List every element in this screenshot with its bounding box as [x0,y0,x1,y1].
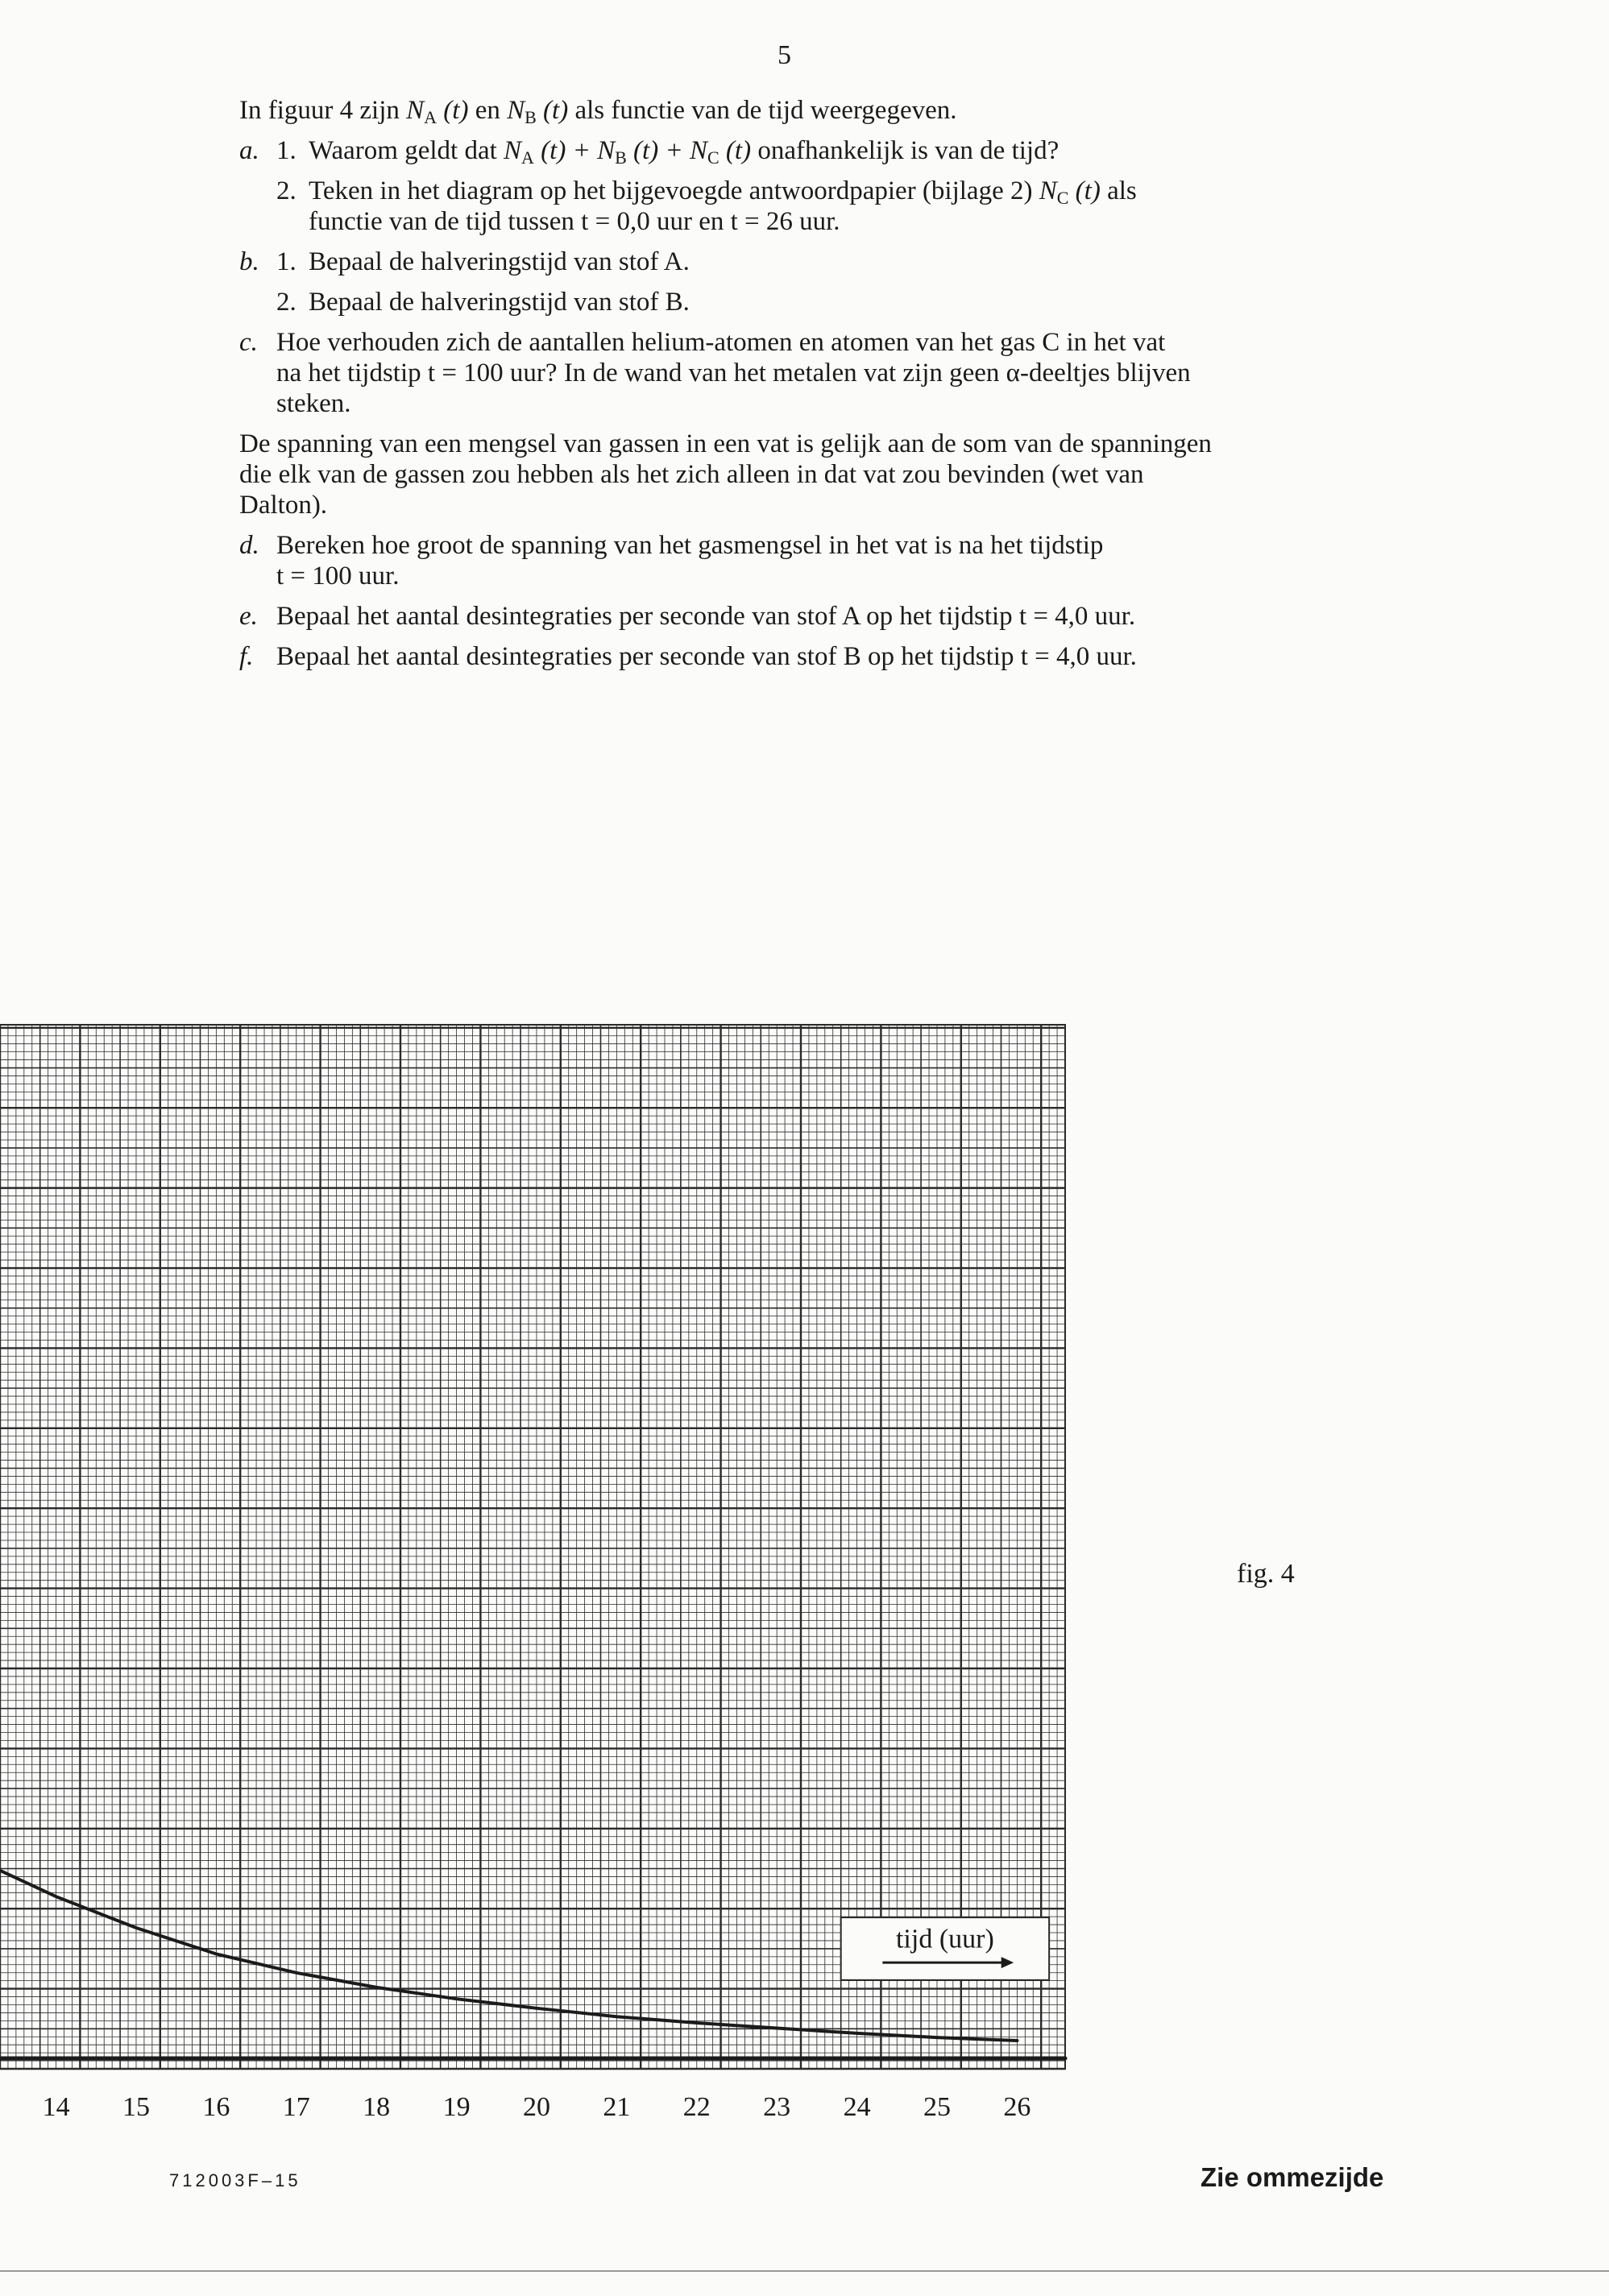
footer-see-over: Zie ommezijde [1201,2162,1384,2192]
x-tick-label: 18 [363,2092,391,2119]
x-tick-label: 22 [682,2092,711,2119]
footer-code: 712003F–15 [169,2170,301,2190]
question-c: c. Hoe verhouden zich de aantallen helium-atomen en atomen van het gas C in het vat na het tijdstip t = 100 uur? In de wand van het metalen vat zijn geen α-deeltjes blijven steken. [239,328,1191,418]
figure-4-chart [0,1023,1609,2119]
x-tick-label: 23 [763,2092,791,2119]
x-tick-label: 14 [42,2092,70,2119]
question-f: f. Bepaal het aantal desintegraties per seconde van stof B op het tijdstip t = 4,0 uur. [239,642,1137,671]
grid-major [0,1025,1065,2069]
xlabel-box [841,1917,1049,1980]
page-number: 5 [778,40,791,70]
x-tick-labels [43,2092,1031,2119]
x-tick-label: 26 [1003,2092,1031,2119]
x-axis-label: tijd (uur) [895,1924,994,1954]
figure-label: fig. 4 [1237,1559,1295,1589]
x-tick-label: 15 [122,2092,150,2119]
intro-line: In figuur 4 zijn $N_A$ (t) en $N_B$ (t) als functie van de tijd weergegeven. [239,96,957,127]
question-e: e. Bepaal het aantal desintegraties per seconde van stof A op het tijdstip t = 4,0 uur. [239,602,1136,631]
question-d: d. Bereken hoe groot de spanning van het gasmengsel in het vat is na het tijdstip t = 100 uur. [239,531,1104,591]
x-tick-label: 20 [522,2092,550,2119]
question-a2: 2. Teken in het diagram op het bijgevoegde antwoordpapier (bijlage 2) $N_C$ (t) als functie van de tijd tussen t = 0,0 uur en t = 26 uur. [276,176,1137,236]
x-tick-label: 16 [202,2092,230,2119]
bottom-rule [0,2270,1609,2272]
question-text [239,95,1416,672]
question-a1: a. 1. Waarom geldt dat $N_A$ $(t) + N_B$ $(t) + N_C$ (t) onafhankelijk is van de tijd? [239,136,1060,168]
x-tick-label: 21 [603,2092,631,2119]
x-tick-label: 25 [923,2092,951,2119]
question-b2: 2. Bepaal de halveringstijd van stof B. [276,288,690,317]
x-tick-label: 24 [843,2092,871,2119]
question-b1: b. 1. Bepaal de halveringstijd van stof A. [239,247,690,276]
x-tick-label: 19 [442,2092,471,2119]
x-tick-label: 17 [282,2092,310,2119]
dalton-paragraph: De spanning van een mengsel van gassen in een vat is gelijk aan de som van de spanningen die elk van de gassen zou hebben als het zich alleen in dat vat zou bevinden (wet van Dalton). [239,429,1212,520]
